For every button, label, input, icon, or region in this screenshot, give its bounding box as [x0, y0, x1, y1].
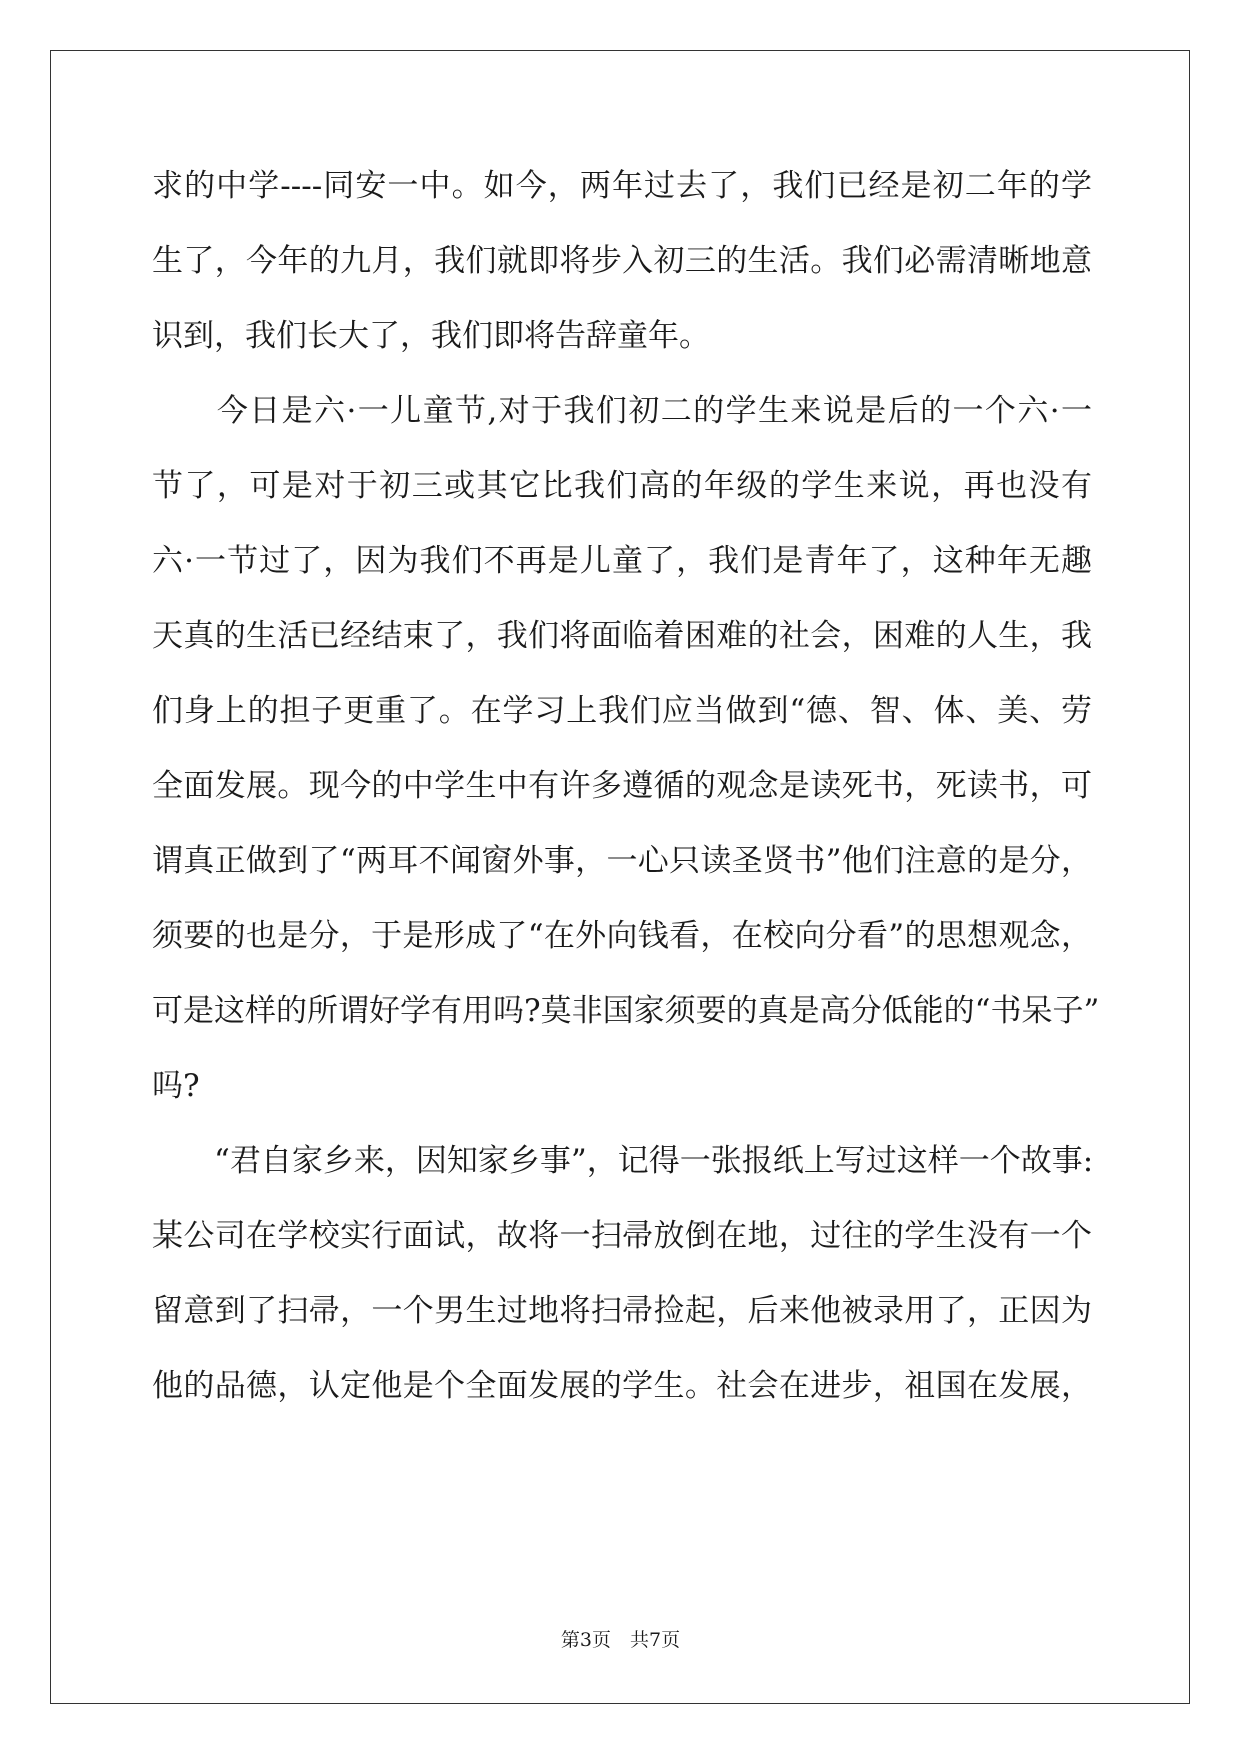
text-line: 识到，我们长大了，我们即将告辞童年。 [152, 318, 710, 354]
text-line: 生了，今年的九月，我们就即将步入初三的生活。我们必需清晰地意 [152, 243, 1092, 279]
text-line: 他的品德，认定他是个全面发展的学生。社会在进步，祖国在发展， [152, 1368, 1092, 1404]
paragraph-start-line: “君自家乡来，因知家乡事”，记得一张报纸上写过这样一个故事: [152, 1143, 1094, 1179]
text-line: 们身上的担子更重了。在学习上我们应当做到“德、智、体、美、劳 [152, 693, 1092, 729]
text-line: 求的中学----同安一中。如今，两年过去了，我们已经是初二年的学 [152, 168, 1092, 204]
text-line: 全面发展。现今的中学生中有许多遵循的观念是读死书，死读书，可 [152, 768, 1092, 804]
text-line: 节了，可是对于初三或其它比我们高的年级的学生来说，再也没有 [152, 468, 1092, 504]
page-number-footer: 第3页 共7页 [560, 1629, 681, 1651]
text-line: 谓真正做到了“两耳不闻窗外事，一心只读圣贤书”他们注意的是分， [152, 843, 1092, 879]
paragraph-start-line: 今日是六·一儿童节,对于我们初二的学生来说是后的一个六·一 [152, 393, 1092, 429]
text-line: 须要的也是分，于是形成了“在外向钱看，在校向分看”的思想观念， [152, 918, 1092, 954]
text-line: 天真的生活已经结束了，我们将面临着困难的社会，困难的人生，我 [152, 618, 1092, 654]
text-line: 某公司在学校实行面试，故将一扫帚放倒在地，过往的学生没有一个 [152, 1218, 1092, 1254]
text-line: 六·一节过了，因为我们不再是儿童了，我们是青年了，这种年无趣 [152, 543, 1092, 579]
text-line: 吗? [152, 1068, 200, 1104]
text-line: 可是这样的所谓好学有用吗?莫非国家须要的真是高分低能的“书呆子” [152, 993, 1100, 1029]
text-line: 留意到了扫帚，一个男生过地将扫帚捡起，后来他被录用了，正因为 [152, 1293, 1092, 1329]
